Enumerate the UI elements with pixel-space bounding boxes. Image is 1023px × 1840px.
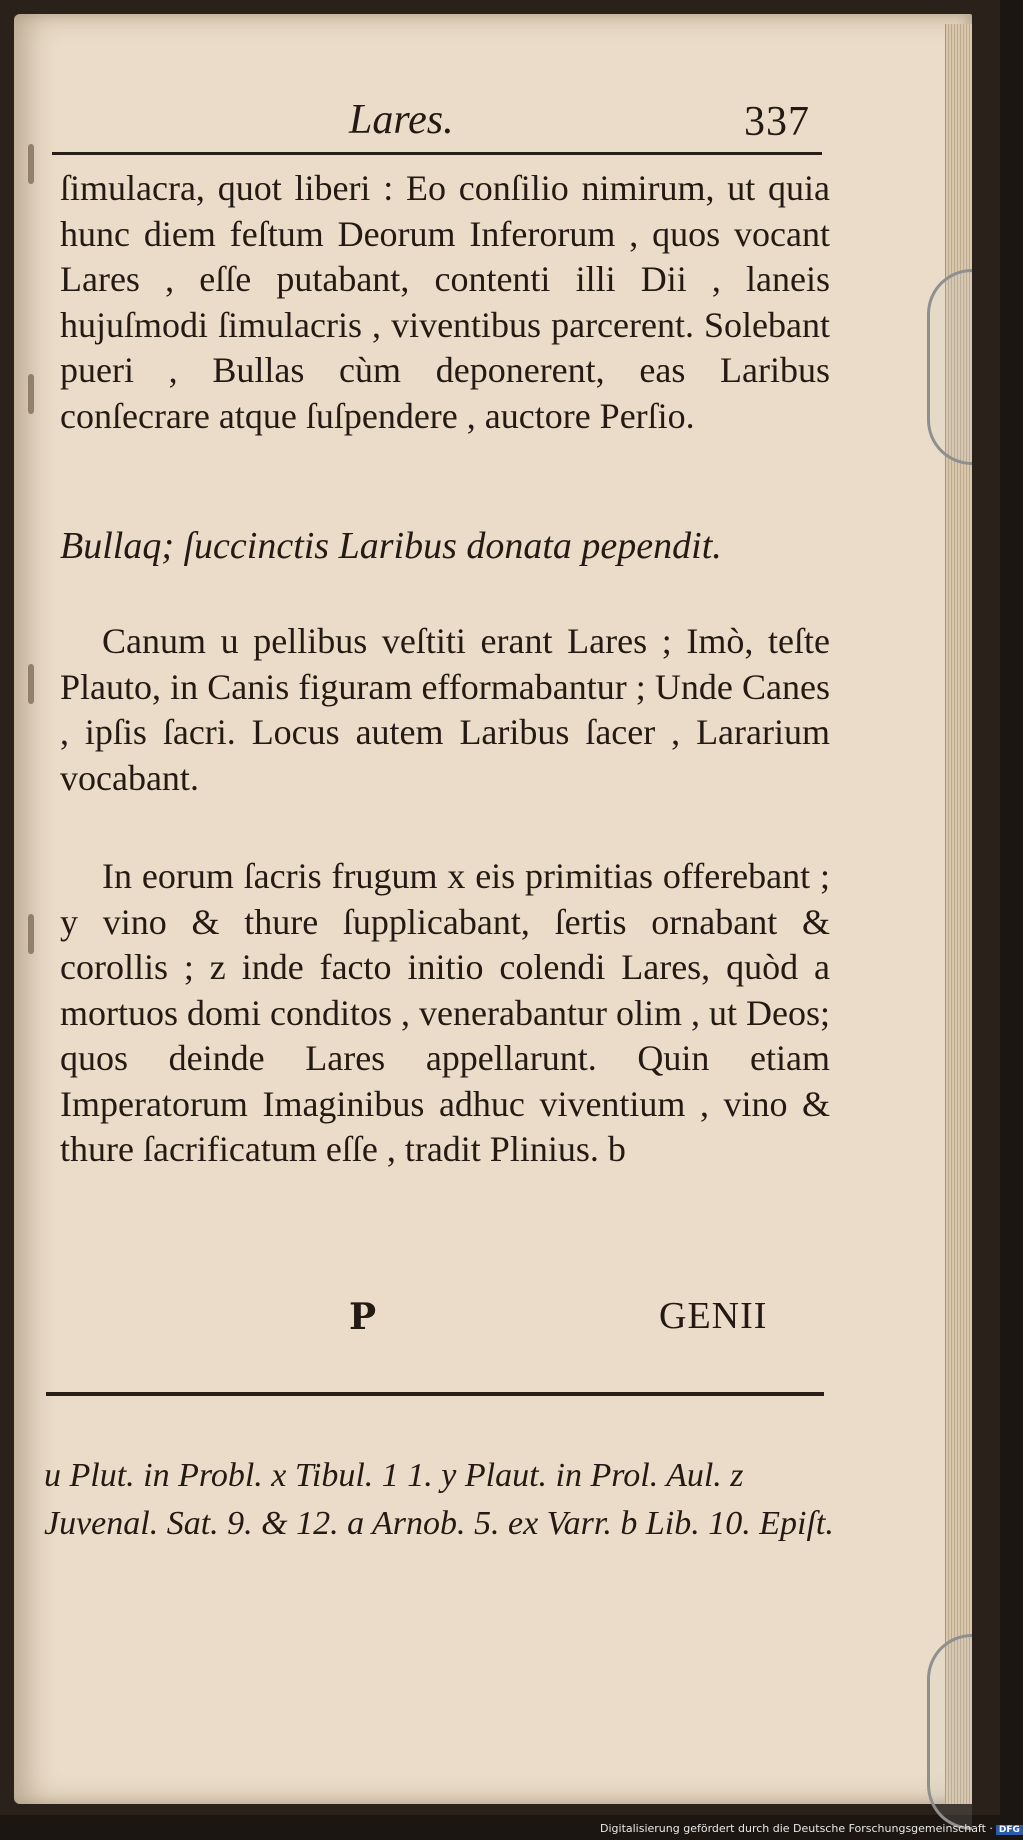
digitization-credit [600, 1822, 1020, 1835]
body-paragraph-1: ſimulacra, quot liberi : Eo conſilio nimirum, ut quia hunc diem feſtum Deorum Inferorum , quos vocant Lares , eſſe putabant, contenti illi Dii , laneis hujuſmodi ſimulacris , viventibus parcerent. Solebant pueri , Bullas cùm deponerent, eas Laribus conſecrare atque ſuſpendere , auctore Perſio. [60, 168, 830, 436]
header-rule [52, 152, 822, 155]
page [14, 14, 972, 1804]
body-paragraph-2: Canum u pellibus veſtiti erant Lares ; Imò, teſte Plauto, in Canis figuram efformabantur ; Unde Canes , ipſis ſacri. Locus autem Laribus ſacer , Lararium vocabant. [60, 621, 830, 798]
catchword: GENII [659, 1295, 768, 1337]
margin-bleed [28, 664, 34, 704]
footnotes: u Plut. in Probl. x Tibul. 1 1. y Plaut. in Prol. Aul. z Juvenal. Sat. 9. & 12. a Arnob. 5. ex Varr. b Lib. 10. Epiſt. [44, 1457, 834, 1542]
credit-text: Digitalisierung gefördert durch die Deutsche Forschungsgemeinschaft · [600, 1822, 993, 1835]
verse-quotation: Bullaq; ſuccinctis Laribus donata pependit. [60, 525, 722, 567]
page-number: 337 [744, 99, 810, 145]
signature-mark: P [349, 1296, 377, 1338]
dfg-logo: DFG [996, 1825, 1023, 1835]
margin-bleed [28, 914, 34, 954]
margin-bleed [28, 374, 34, 414]
body-paragraph-3: In eorum ſacris frugum x eis primitias offerebant ; y vino & thure ſupplicabant, ſertis ornabant & corollis ; z inde facto initio colendi Lares, quòd a mortuos domi conditos , venerabantur olim , ut Deos; quos deinde Lares appellarunt. Quin etiam Imperatorum Imaginibus adhuc viventium , vino & thure ſacrificatum eſſe , tradit Plinius. b [60, 856, 830, 1169]
page-clip-top [927, 269, 972, 465]
running-head: Lares. [349, 97, 454, 143]
page-clip-bottom [927, 1634, 972, 1830]
margin-bleed [28, 144, 34, 184]
footnote-rule [46, 1392, 824, 1396]
